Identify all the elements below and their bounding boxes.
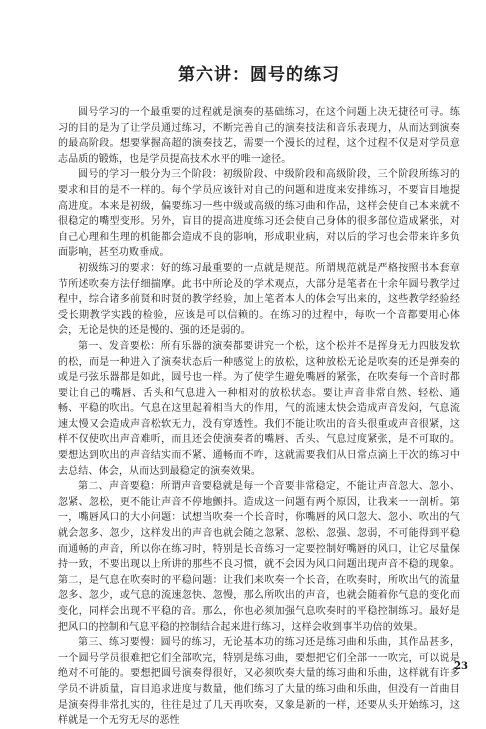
paragraph-slow-practice: 第三、练习要慢：圆号的练习，无论基本功的练习还是练习曲和乐曲，其作品甚多，一个圆号学员很难把它们全部吹完，特别是练习曲，要想把它们全部一一吹完，可以说是绝对不可能的。要想把圆号演奏得很好，又必须吹奏大量的练习曲和乐曲，这样就有许多学员不讲质量，盲目追求进度与数量，他们练习了大量的练习曲和乐曲，但没有一首曲目是演奏得非常扎实的，往往是过了几天再吹奏，又象是新的一样，还要从头开始练习，这样就是一个无穷无尽的恶性 (58, 637, 460, 727)
paragraph-relaxed-tone: 第一、发音要松：所有乐器的演奏都要讲究一个松，这个松并不是挥身无力四肢发软的松，而是一种进入了演奏状态后一种感觉上的放松，这种放松无论是吹奏的还是弹奏的或是弓弦乐器都是如此，圆号也一样。为了使学生避免嘴唇的紧张，在吹奏每一个音时都要让自己的嘴唇、舌头和气息进入一种相对的放松状态。要让声音非常自然、轻松、通畅、平稳的吹出。气息在这里起着相当大的作用，气的流速太快会造成声音发闷，气息流速太慢又会造成声音松软无力，没有穿透性。我们不能让吹出的音头很重或声音很紧，这样不仅使吹出声音难听，而且还会使演奏者的嘴唇、舌头、气息过度紧张，是不可取的。要想达到吹出的声音结实而不紧、通畅而不咋，这就需要我们从日常点滴上干次的练习中去总结、体会，从而达到最稳定的演奏效果。 (58, 340, 460, 477)
paragraph-beginner-requirements: 初级练习的要求：好的练习最重要的一点就是规范。所谓规范就是严格按照书本套章节所述吹奏方法仔细揣摩。此书中所论及的学术观点，大部分是笔者在十余年圆号教学过程中，综合诸多前贤和时贤的教学经验，加上笔者本人的体会写出来的，这些教学经验经受长期教学实践的检验，应该是可以信赖的。在练习的过程中，每吹一个音都要用心体会，无论是快的还是慢的、强的还是弱的。 (58, 262, 460, 337)
chapter-title: 第六讲：圆号的练习 (178, 65, 340, 85)
paragraph-stages: 圆号的学习一般分为三个阶段：初级阶段、中级阶段和高级阶段，三个阶段所练习的要求和目的是不一样的。每个学员应该针对自己的问题和进度来安排练习，不要盲目地提高进度。本来是初级，偏要练习一些中级或高级的练习曲和作品，这样会使自己本来就不很稳定的嘴型变形。另外，盲目的提高进度练习还会使自己身体的很多部位造成紧张，对自己心理和生理的机能都会造成不良的影响，形成职业病，对以后的学习也会带来许多负面影响，甚至功败垂成。 (58, 169, 460, 259)
page-number: 23 (454, 661, 468, 672)
paragraph-steady-tone: 第二、声音要稳：所谓声音要稳就是每一个音要非常稳定，不能让声音忽大、忽小、忽紧、忽松，更不能让声音不停地颤抖。造成这一问题有两个原因，让我来一一剖析。第一，嘴唇风口的大小问题：试想当吹奏一个长音时，你嘴唇的风口忽大、忽小、吹出的气就会忽多、忽少，这样发出的声音也就会随之忽紧、忽松、忽强、忽弱，不可能得到平稳而通畅的声音，所以你在练习时，特别是长音练习一定要控制好嘴唇的风口，让它尽量保持一致，不要出现以上所讲的那些不良习惯，就不会因为风口问题出现声音不稳的现象。第二，是气息在吹奏时的平稳问题：让我们来吹奏一个长音，在吹奏时，所吹出气的流量忽多、忽少，或气息的流速忽快、忽慢，那么所吹出的声音，也就会随着你气息的变化而变化，同样会出现不平稳的音。那么，你也必须加强气息吹奏时的平稳控制练习。最好是把风口的控制和气息平稳的控制结合起来进行练习，这样会收到事半功倍的效果。 (58, 481, 460, 633)
paragraph-intro: 圆号学习的一个最重要的过程就是演奏的基础练习，在这个问题上决无捷径可寻。练习的目的是为了让学员通过练习，不断完善自己的演奏技法和音乐表现力，从而达到演奏的最高阶段。想要掌握高超的演奏技艺，需要一个漫长的过程，这个过程不仅是对学员意志品质的锻炼，也是学员提高技术水平的唯一途径。 (58, 107, 460, 165)
